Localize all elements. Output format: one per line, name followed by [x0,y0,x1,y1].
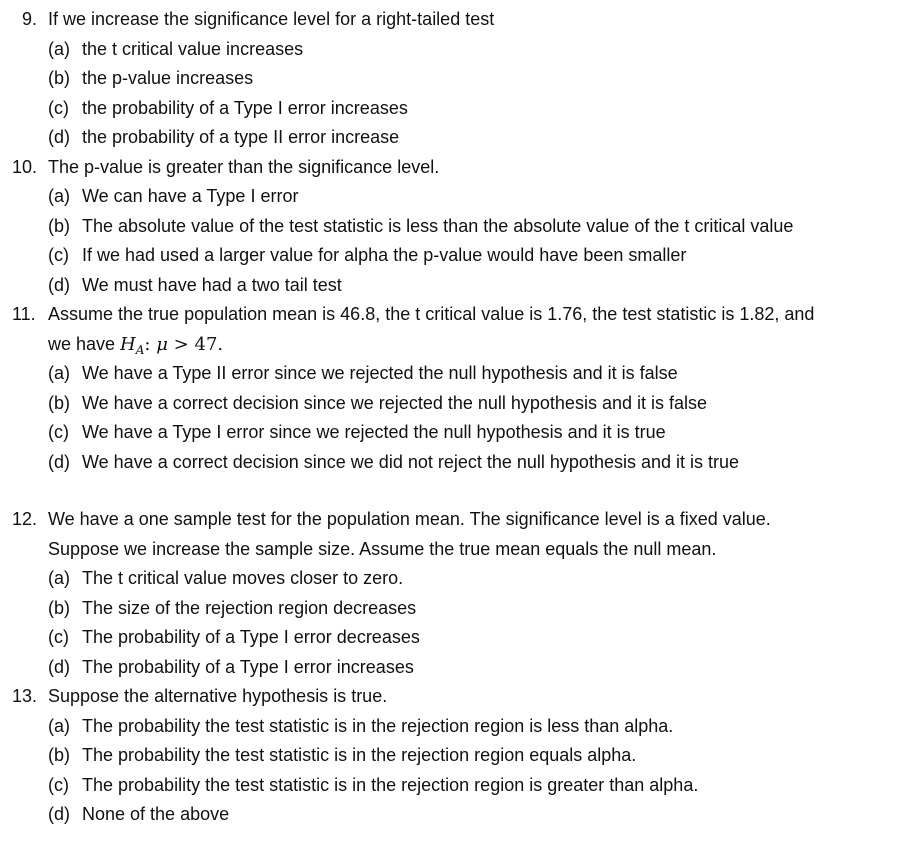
option-12d [0,653,906,683]
question-11-continuation [0,330,906,360]
option-label: (c) [48,245,69,265]
question-number: 9. [22,9,38,29]
option-text: the probability of a Type I error increases [82,97,408,118]
option-text: We have a correct decision since we did not reject the null hypothesis and it is true [82,451,740,472]
quiz-document [0,5,906,830]
option-13a [0,712,906,742]
question-9 [0,5,906,35]
hypothesis-value: 47. [194,333,224,355]
option-label: (d) [48,451,70,472]
option-text: The size of the rejection region decreases [82,597,417,618]
option-text: We have a Type I error since we rejected the null hypothesis and it is true [82,422,666,442]
option-11c [0,418,906,448]
option-10d [0,271,906,301]
question-continuation: Suppose we increase the sample size. Assume the true mean equals the null mean. [48,538,717,559]
option-text: the p-value increases [82,68,254,88]
option-label: (d) [48,656,70,677]
question-text: Suppose the alternative hypothesis is true. [48,686,388,706]
option-10c [0,241,906,271]
option-label: (b) [48,68,70,88]
option-label: (c) [48,97,69,118]
option-label: (a) [48,363,70,383]
continuation-prefix: we have [48,333,121,354]
hypothesis-symbol: H [120,333,136,355]
option-label: (c) [48,422,69,442]
option-9d [0,123,906,153]
question-13 [0,682,906,712]
question-12-continuation [0,535,906,565]
question-number: 10. [12,156,38,177]
option-text: If we had used a larger value for alpha the p-value would have been smaller [82,245,687,265]
option-13b [0,741,906,771]
option-label: (b) [48,597,70,618]
option-label: (c) [48,774,69,795]
option-label: (c) [48,627,69,647]
option-text: We can have a Type I error [82,186,299,206]
hypothesis-subscript: A [135,342,145,357]
question-number: 11. [12,304,36,324]
hypothesis-operator: > [173,333,189,355]
question-text: Assume the true population mean is 46.8, the t critical value is 1.76, the test statistic is 1.82, and [48,304,815,324]
option-label: (d) [48,274,70,295]
option-label: (a) [48,186,70,206]
option-text: We must have had a two tail test [82,274,342,295]
option-label: (d) [48,804,70,824]
option-text: The probability of a Type I error increases [82,656,414,677]
option-11a [0,359,906,389]
option-label: (b) [48,215,70,236]
question-text: If we increase the significance level for a right-tailed test [48,9,495,29]
option-text: We have a correct decision since we rejected the null hypothesis and it is false [82,392,707,413]
option-text: None of the above [82,804,230,824]
question-11 [0,300,906,330]
option-12c [0,623,906,653]
option-13c [0,771,906,801]
option-label: (a) [48,38,70,59]
option-12a [0,564,906,594]
option-text: The probability of a Type I error decreases [82,627,420,647]
alternative-hypothesis-formula [120,334,223,355]
option-11b [0,389,906,419]
option-10b [0,212,906,242]
option-label: (b) [48,392,70,413]
option-text: the probability of a type II error increase [82,127,400,147]
blank-spacer [0,477,906,505]
option-10a [0,182,906,212]
question-text: The p-value is greater than the significance level. [48,156,440,177]
option-13d [0,800,906,830]
option-label: (d) [48,127,70,147]
option-text: The t critical value moves closer to zero. [82,568,404,588]
option-text: The probability the test statistic is in the rejection region is less than alpha. [82,715,674,736]
question-number: 12. [12,509,38,529]
hypothesis-parameter: μ [156,333,168,355]
option-text: The probability the test statistic is in the rejection region equals alpha. [82,745,637,765]
option-11d [0,448,906,478]
option-12b [0,594,906,624]
option-9c [0,94,906,124]
option-label: (b) [48,745,70,765]
hypothesis-colon: : [144,333,151,355]
option-text: We have a Type II error since we rejected the null hypothesis and it is false [82,363,678,383]
option-label: (a) [48,715,70,736]
question-number: 13. [12,686,38,706]
question-text: We have a one sample test for the population mean. The significance level is a fixed value. [48,509,771,529]
option-text: the t critical value increases [82,38,304,59]
option-text: The probability the test statistic is in the rejection region is greater than alpha. [82,774,699,795]
question-10 [0,153,906,183]
option-9a [0,35,906,65]
option-text: The absolute value of the test statistic is less than the absolute value of the t critical value [82,215,794,236]
option-label: (a) [48,568,70,588]
question-12 [0,505,906,535]
option-9b [0,64,906,94]
